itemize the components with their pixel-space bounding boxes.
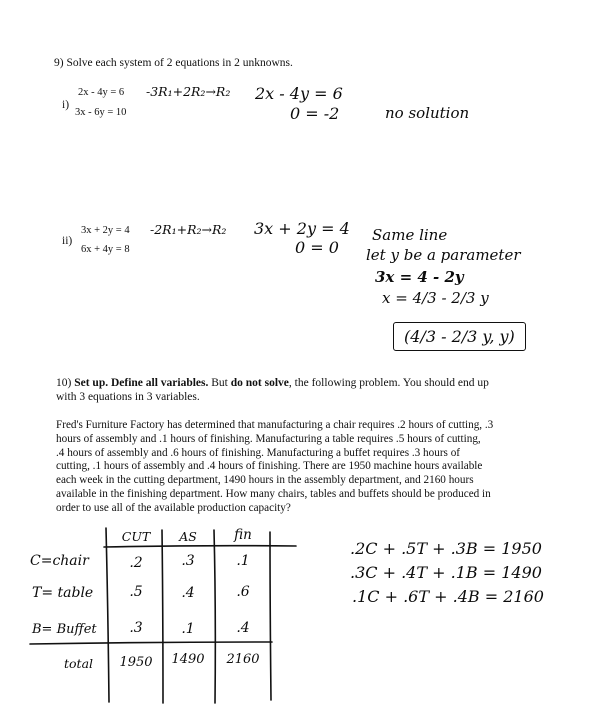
part-ii-note-parameter: let y be a parameter xyxy=(366,246,521,264)
part-i-equation-1: 2x - 4y = 6 xyxy=(78,87,125,98)
table-row-label-buffet: B= Buffet xyxy=(32,622,97,637)
table-cell: .5 xyxy=(129,584,143,600)
paragraph-line: order to use all of the available production capacity? xyxy=(56,501,291,514)
table-cell: .3 xyxy=(181,553,195,569)
paragraph-line: Fred's Furniture Factory has determined that manufacturing a chair requires .2 hours of cutting, .3 xyxy=(56,419,494,431)
problem-10-instruction-rest: , the following problem. You should end up xyxy=(288,377,489,389)
paragraph-line: .4 hours of assembly and .6 hours of finishing. Manufacturing a buffet requires .3 hours of xyxy=(56,446,461,459)
paragraph-line: cutting, .1 hours of assembly and .4 hours of finishing. There are 1950 machine hours available xyxy=(56,460,483,473)
part-i-equation-2: 3x - 6y = 10 xyxy=(75,107,127,118)
table-cell: .6 xyxy=(236,584,250,600)
part-ii-equation-2: 6x + 4y = 8 xyxy=(81,244,130,255)
paragraph-line: each week in the cutting department, 1490 hours in the assembly department, and 2160 hours xyxy=(56,474,474,487)
part-ii-work-line-2: 0 = 0 xyxy=(295,238,339,257)
problem-10-number: 10) xyxy=(56,377,72,389)
part-i-answer: no solution xyxy=(385,104,470,122)
part-ii-note-x-value: x = 4/3 - 2/3 y xyxy=(382,289,489,307)
part-ii-label: ii) xyxy=(62,235,73,247)
table-cell: 2160 xyxy=(226,652,260,667)
equation-assembly: .3C + .4T + .1B = 1490 xyxy=(350,563,542,582)
table-cell: .4 xyxy=(181,585,195,601)
part-i-work-line-1: 2x - 4y = 6 xyxy=(255,84,343,103)
problem-10-heading-line-2: with 3 equations in 3 variables. xyxy=(56,391,200,403)
table-cell: .2 xyxy=(129,555,143,571)
problem-10-instruction-bold: Set up. Define all variables. xyxy=(74,377,209,389)
part-i-row-operation: -3R₁+2R₂→R₂ xyxy=(146,84,231,99)
part-ii-note-same-line: Same line xyxy=(372,226,448,244)
paragraph-line: hours of assembly and .1 hours of finishing. Manufacturing a table requires .5 hours of cutting, xyxy=(56,432,481,445)
table-cell: .3 xyxy=(129,620,143,636)
equation-cutting: .2C + .5T + .3B = 1950 xyxy=(350,539,542,558)
part-ii-work-line-1: 3x + 2y = 4 xyxy=(254,219,350,238)
problem-10-instruction-bold-2: do not solve xyxy=(230,377,289,389)
paragraph-line: available in the finishing department. How many chairs, tables and buffets should be produced in xyxy=(56,487,491,500)
part-i-label: i) xyxy=(62,99,70,111)
table-cell: 1490 xyxy=(171,652,205,667)
table-cell: .1 xyxy=(181,621,195,637)
table-cell: 1950 xyxy=(119,655,153,670)
table-header-finishing: fin xyxy=(234,527,252,543)
table-row-label-table: T= table xyxy=(32,585,94,601)
part-i-work-line-2: 0 = -2 xyxy=(290,104,340,123)
table-cell: .1 xyxy=(236,553,250,569)
part-ii-row-operation: -2R₁+R₂→R₂ xyxy=(150,222,227,237)
problem-9-heading: 9) Solve each system of 2 equations in 2 unknowns. xyxy=(54,57,293,69)
part-ii-equation-1: 3x + 2y = 4 xyxy=(81,225,130,236)
part-ii-note-solve-x: 3x = 4 - 2y xyxy=(375,268,464,286)
table-row-label-total: total xyxy=(64,656,94,671)
part-ii-boxed-answer: (4/3 - 2/3 y, y) xyxy=(393,322,526,351)
problem-10-instruction-mid: But xyxy=(208,377,231,389)
table-header-assembly: AS xyxy=(179,529,197,544)
table-header-cut: CUT xyxy=(121,529,151,544)
table-cell: .4 xyxy=(236,620,250,636)
equation-finishing: .1C + .6T + .4B = 2160 xyxy=(352,587,544,606)
table-row-label-chair: C=chair xyxy=(30,553,89,569)
